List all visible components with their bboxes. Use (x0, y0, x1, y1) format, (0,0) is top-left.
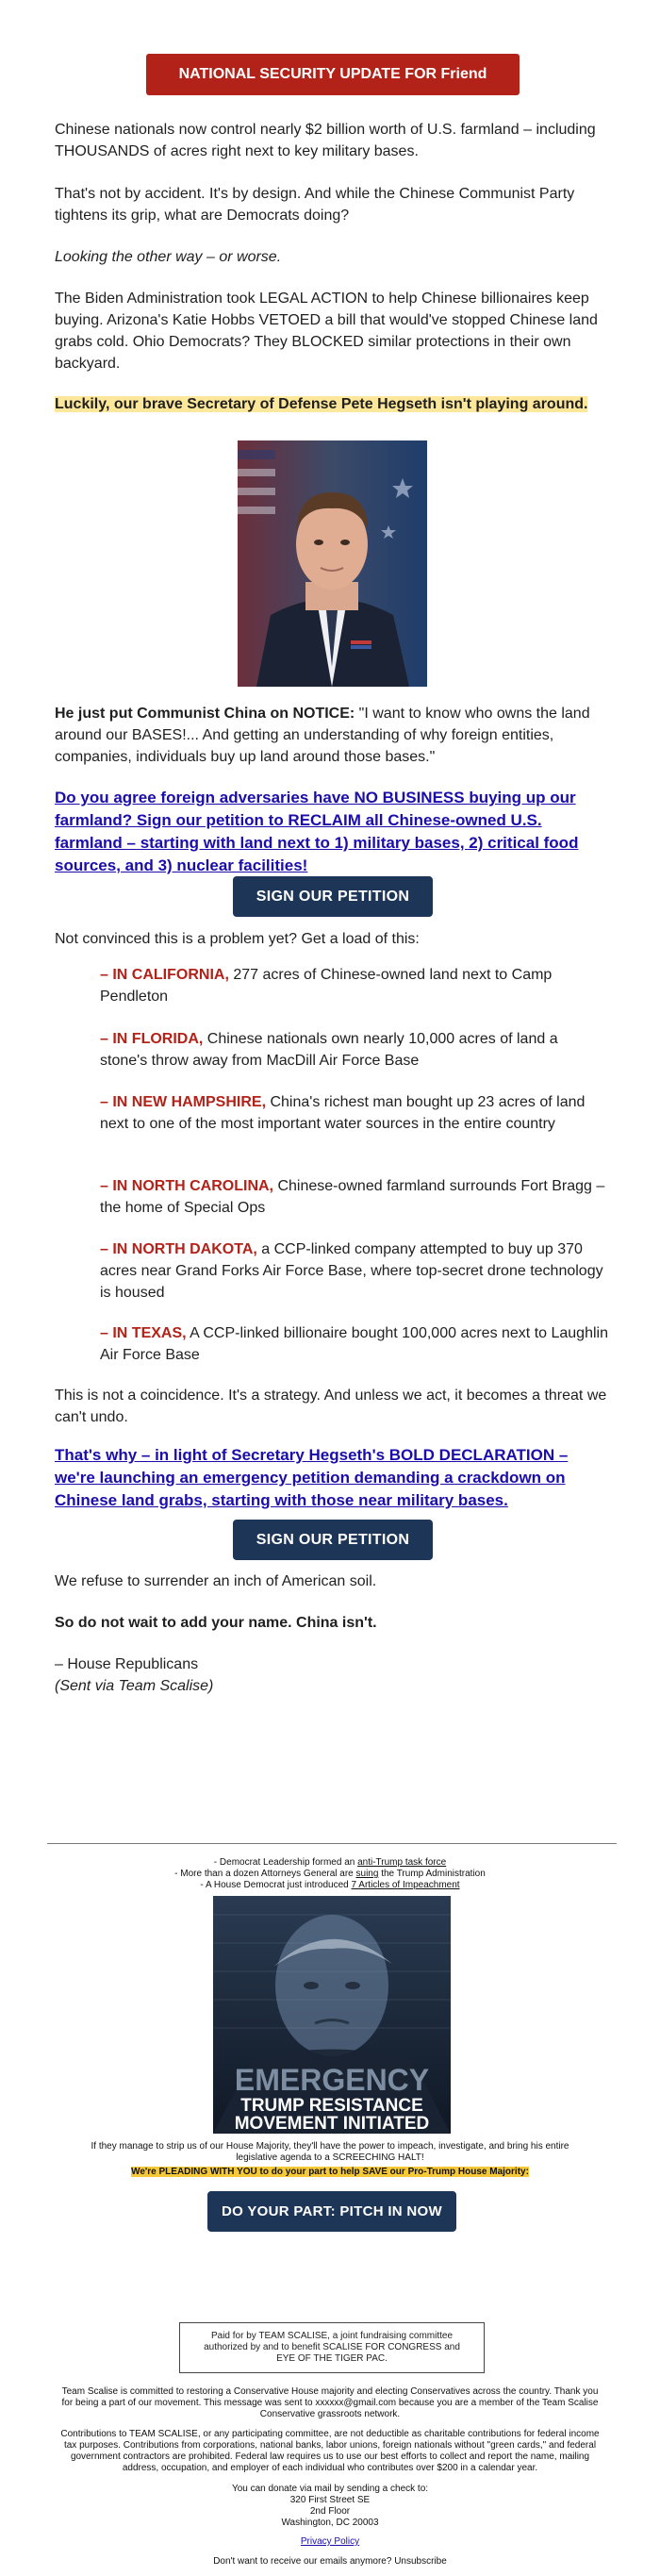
notice-lead: He just put Communist China on NOTICE: (55, 706, 355, 722)
list-item-text: Chinese nationals own nearly 10,000 acres of land a stone's throw away from MacDill Air Force Base (100, 1031, 558, 1069)
list-intro: Not convinced this is a problem yet? Get a load of this: (55, 931, 420, 947)
paid-line-3: EYE OF THE TIGER PAC. (276, 2353, 388, 2364)
privacy-policy-link[interactable]: Privacy Policy (300, 2536, 360, 2547)
list-item-text: 277 acres of Chinese-owned land next to Camp Pendleton (100, 967, 553, 1005)
list-item-florida (100, 1028, 609, 1072)
sent-via: (Sent via Team Scalise) (55, 1678, 214, 1694)
address-line-3: Washington, DC 20003 (281, 2518, 379, 2528)
state-label: – IN NEW HAMPSHIRE, (100, 1094, 267, 1110)
paid-for-box (179, 2322, 485, 2373)
state-label: – IN CALIFORNIA, (100, 967, 229, 983)
footer-warning: If they manage to strip us of our House Majority, they'll have the power to impeach, investigate, and bring his entire legislative agenda to a SCREECHING HALT! (91, 2141, 569, 2163)
footer-plea-wrap (57, 2167, 603, 2178)
paid-line-1: Paid for by TEAM SCALISE, a joint fundraising committee (210, 2331, 454, 2341)
list-item-text: A CCP-linked billionaire bought 100,000 acres next to Laughlin Air Force Base (100, 1325, 608, 1363)
signature: – House Republicans (55, 1656, 199, 1672)
paid-line-2: authorized by and to benefit SCALISE FOR CONGRESS and (204, 2342, 460, 2352)
emergency-word: EMERGENCY (234, 2063, 430, 2097)
paragraph-design: That's not by accident. It's by design. And while the Chinese Communist Party tightens its grip, what are Democrats doing? (55, 186, 575, 224)
legal-commitment: Team Scalise is committed to restoring a Conservative House majority and electing Conservatives across the country. Thank you for being a part of our movement. This message was sent to xxxxxx@gmail.com because you are a member of the Team Scalise Conservative grassroots network. (61, 2386, 599, 2419)
national-security-banner: NATIONAL SECURITY UPDATE FOR Friend (146, 54, 520, 95)
footer-divider (47, 1843, 617, 1844)
paragraph-refuse: We refuse to surrender an inch of American soil. (55, 1573, 377, 1589)
list-item-north-carolina (100, 1175, 609, 1219)
highlight-text: Luckily, our brave Secretary of Defense Pete Hegseth isn't playing around. (55, 396, 588, 412)
paragraph-do-not-wait: So do not wait to add your name. China isn't. (55, 1615, 377, 1631)
list-item-text: China's richest man bought up 23 acres of land next to one of the most important water sources in the entire country (100, 1094, 586, 1132)
footer-plea: We're PLEADING WITH YOU to do your part to help SAVE our Pro-Trump House Majority: (131, 2167, 529, 2177)
unsubscribe-line[interactable]: Don't want to receive our emails anymore? Unsubscribe (213, 2556, 447, 2567)
petition-link-2-wrap (55, 1444, 611, 1512)
footer-bullet-3 (57, 1880, 603, 1891)
notice-quote: "I want to know who owns the land around our BASES!... And getting an understanding of why foreign entities, companies, individuals buy up land around those bases." (55, 706, 590, 765)
task-force-link[interactable]: anti-Trump task force (357, 1857, 447, 1868)
pitch-in-button[interactable]: DO YOUR PART: PITCH IN NOW (207, 2191, 456, 2232)
list-item-north-dakota (100, 1238, 609, 1304)
state-label: – IN NORTH CAROLINA, (100, 1178, 273, 1194)
footer-bullet-2 (57, 1869, 603, 1880)
bullet-text: the Trump Administration (378, 1869, 486, 1879)
state-label: – IN NORTH DAKOTA, (100, 1241, 257, 1257)
privacy-wrap (57, 2536, 603, 2548)
emergency-line-3: MOVEMENT INITIATED (234, 2114, 430, 2134)
address-line-2: 2nd Floor (309, 2506, 351, 2517)
paragraph-biden-action: The Biden Administration took LEGAL ACTION to help Chinese billionaires keep buying. Arizona's Katie Hobbs VETOED a bill that would've stopped Chinese land grabs cold. Ohio Democrats? They BLOCKED similar protections in their own backyard. (55, 291, 598, 372)
bullet-text: - Democrat Leadership formed an (213, 1857, 358, 1868)
sign-petition-button-1[interactable]: SIGN OUR PETITION (233, 876, 433, 917)
emergency-graphic[interactable] (213, 1896, 451, 2134)
list-item-california (100, 964, 609, 1007)
emergency-line-2: TRUMP RESISTANCE (240, 2096, 423, 2116)
footer-bullet-1 (57, 1857, 603, 1869)
list-item-text: a CCP-linked company attempted to buy up 370 acres near Grand Forks Air Force Base, where top-secret drone technology is housed (100, 1241, 603, 1301)
hegseth-portrait (238, 440, 427, 687)
petition-link-1[interactable]: Do you agree foreign adversaries have NO BUSINESS buying up our farmland? Sign our petition to RECLAIM all Chinese-owned U.S. farmland – starting with land next to 1) military bases, 2) critical food sources, and 3) nuclear facilities! (55, 789, 579, 874)
petition-link-1-wrap (55, 787, 611, 877)
state-label: – IN TEXAS, (100, 1325, 187, 1341)
legal-contributions: Contributions to TEAM SCALISE, or any participating committee, are not deductible as charitable contributions for federal income tax purposes. Contributions from corporations, national banks, labor unions, foreign nationals without "green cards," and federal government contractors are prohibited. Federal law requires us to use our best efforts to collect and report the name, mailing address, occupation, and employer of each individual who contributes over $200 in a calendar year. (60, 2429, 600, 2473)
paragraph-farmland: Chinese nationals now control nearly $2 billion worth of U.S. farmland – including THOUSANDS of acres right next to key military bases. (55, 122, 596, 159)
list-item-new-hampshire (100, 1091, 609, 1135)
highlight-hegseth (55, 393, 611, 415)
impeachment-link[interactable]: 7 Articles of Impeachment (351, 1880, 460, 1890)
list-item-text: Chinese-owned farmland surrounds Fort Bragg – the home of Special Ops (100, 1178, 605, 1216)
petition-link-2[interactable]: That's why – in light of Secretary Hegseth's BOLD DECLARATION – we're launching an emergency petition demanding a crackdown on Chinese land grabs, starting with those near military bases. (55, 1446, 569, 1509)
bullet-text: - More than a dozen Attorneys General are (174, 1869, 356, 1879)
bullet-text: - A House Democrat just introduced (200, 1880, 352, 1890)
paragraph-looking-away: Looking the other way – or worse. (55, 249, 282, 265)
notice-paragraph (55, 703, 611, 768)
state-label: – IN FLORIDA, (100, 1031, 204, 1047)
sign-petition-button-2[interactable]: SIGN OUR PETITION (233, 1520, 433, 1560)
mail-instructions: You can donate via mail by sending a check to: (231, 2484, 429, 2494)
list-item-texas (100, 1322, 609, 1366)
address-line-1: 320 First Street SE (289, 2495, 371, 2505)
paragraph-strategy: This is not a coincidence. It's a strategy. And unless we act, it becomes a threat we can't undo. (55, 1388, 607, 1425)
suing-link[interactable]: suing (355, 1869, 379, 1879)
